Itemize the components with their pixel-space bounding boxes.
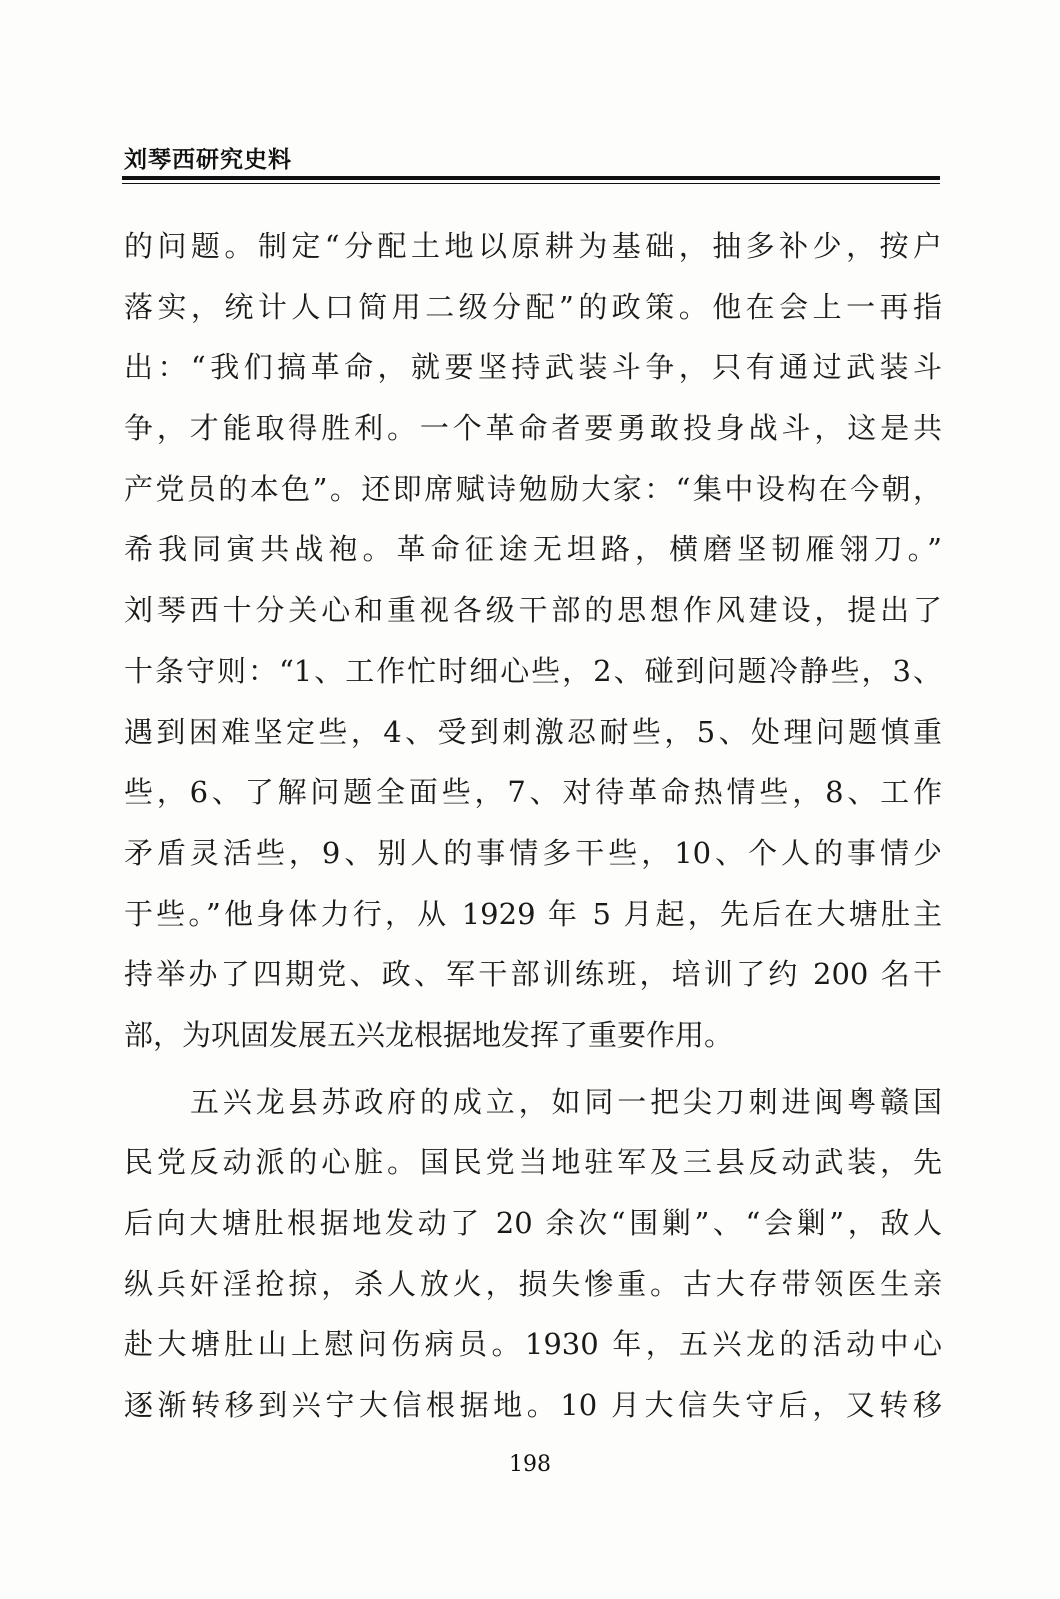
text-line: 纵兵奸淫抢掠，杀人放火，损失惨重。古大存带领医生亲 bbox=[124, 1266, 942, 1301]
paragraph-2 bbox=[124, 1072, 942, 1436]
text-line: 赴大塘肚山上慰问伤病员。1930 年，五兴龙的活动中心 bbox=[124, 1327, 942, 1362]
text-line: 持举办了四期党、政、军干部训练班，培训了约 200 名干 bbox=[124, 957, 942, 992]
text-line: 逐渐转移到兴宁大信根据地。10 月大信失守后，又转移 bbox=[124, 1388, 942, 1423]
text-line: 部，为巩固发展五兴龙根据地发挥了重要作用。 bbox=[124, 1017, 734, 1052]
text-line: 遇到困难坚定些，4、受到刺激忍耐些，5、处理问题慎重 bbox=[124, 714, 942, 749]
body-text bbox=[124, 216, 942, 1436]
text-line: 些，6、了解问题全面些，7、对待革命热情些，8、工作 bbox=[124, 775, 942, 810]
text-line: 刘琴西十分关心和重视各级干部的思想作风建设，提出了 bbox=[124, 593, 942, 628]
text-line: 于些。”他身体力行，从 1929 年 5 月起，先后在大塘肚主 bbox=[124, 896, 942, 931]
text-line: 争，才能取得胜利。一个革命者要勇敢投身战斗，这是共 bbox=[124, 411, 942, 446]
page-number: 198 bbox=[509, 1452, 551, 1477]
header-rule-thin bbox=[122, 183, 940, 184]
text-line: 民党反动派的心脏。国民党当地驻军及三县反动武装，先 bbox=[124, 1145, 942, 1180]
text-line: 的问题。制定“分配土地以原耕为基础，抽多补少，按户 bbox=[124, 229, 942, 263]
text-line: 产党员的本色”。还即席赋诗勉励大家：“集中设构在今朝， bbox=[124, 471, 942, 506]
text-line: 后向大塘肚根据地发动了 20 余次“围剿”、“会剿”，敌人 bbox=[124, 1206, 942, 1240]
text-line: 落实，统计人口简用二级分配”的政策。他在会上一再指 bbox=[124, 289, 942, 324]
text-line: 出：“我们搞革命，就要坚持武装斗争，只有通过武装斗 bbox=[124, 350, 942, 385]
text-line: 希我同寅共战袍。革命征途无坦路，横磨坚韧雁翎刀。” bbox=[124, 532, 942, 567]
text-line: 五兴龙县苏政府的成立，如同一把尖刀刺进闽粤赣国 bbox=[190, 1084, 942, 1119]
paragraph-1 bbox=[124, 216, 942, 1066]
running-head-title: 刘琴西研究史料 bbox=[124, 147, 292, 173]
header-rule-thick bbox=[122, 176, 940, 180]
text-line: 矛盾灵活些，9、别人的事情多干些，10、个人的事情少 bbox=[124, 835, 942, 870]
text-line: 十条守则：“1、工作忙时细心些，2、碰到问题冷静些，3、 bbox=[124, 653, 942, 688]
